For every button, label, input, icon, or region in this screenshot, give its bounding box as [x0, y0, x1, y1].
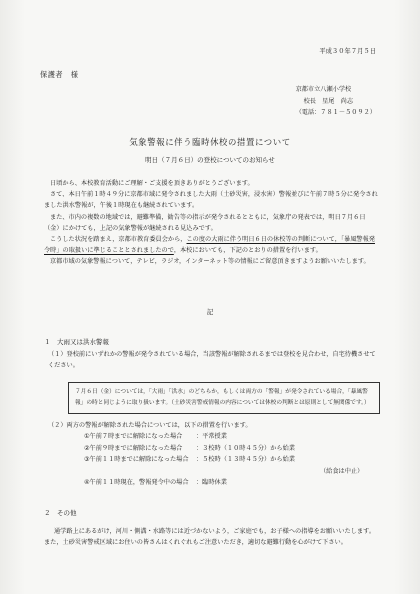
- schedule-row-4: [84, 477, 363, 489]
- principal-name: 校長 星尾 尚志: [303, 97, 354, 105]
- schedule-condition: ①午前７時までに解除になった場合: [84, 433, 183, 440]
- intro-paragraph-4: [44, 234, 378, 256]
- ki-marker: 記: [206, 308, 214, 316]
- schedule-row-3: [84, 454, 363, 466]
- schedule-row-1: [84, 431, 363, 443]
- schedule-result: ：平常授業: [196, 433, 227, 440]
- section2-text: 通学路上にあるがけ，河川・側溝・水路等には近づかないよう，ご家庭でも，お子様への指導をお願いいたします。また，土砂災害警戒区域にお住いの皆さんはくれぐれもご注意いただき，適切な避難行動を心がけて下さい。: [44, 528, 376, 547]
- intro-paragraph-2: さて、本日午前１時４９分に京都市域に発令されました大雨（土砂災害，浸水害）警報並びに午前７時５分に発令されました洪水警報が，午後１時現在も継続されています。: [44, 191, 378, 210]
- section1-note-box: ７月６日（金）については，「大雨」「洪水」のどちらか，もしくは両方の「警報」が発令されている場合，「暴風警報」の時と同じように取り扱います。（土砂災害警戒情報の内容については休校の判断とは原則として無関係です。）: [68, 382, 380, 414]
- intro-paragraph-4-start: こうした状況を踏まえ，京都市教育委員会から，: [50, 236, 187, 244]
- phone-number: （電話：７８１－５０９２）: [295, 109, 376, 116]
- schedule-condition: ④午前１１時現在，警報発令中の場合: [84, 479, 189, 486]
- intro-underlined-decision: この度の大雨に伴う明日６日の休校等の判断について，「暴風警報発令時」の取扱いに準じることとされましたので: [44, 236, 375, 255]
- section1-item1: （１）登校前にいずれかの警報が発令されている場合，当該警報が解除されるまでは登校を見合わせ，自宅待機させてください。: [48, 351, 376, 369]
- document-subtitle: 明日（７月６日）の登校についてのお知らせ: [145, 156, 275, 164]
- sender-block: [296, 84, 376, 119]
- section1-heading: １ 大雨又は洪水警報: [44, 338, 109, 346]
- lunch-note: （給食は中止）: [320, 467, 364, 475]
- intro-paragraph-4-end: ，本校においても，下記のとおりの措置を行います。: [173, 247, 322, 255]
- schedule-result: ：臨時休業: [196, 479, 227, 486]
- intro-body: [44, 178, 378, 268]
- document-title: 気象警報に伴う臨時休校の措置について: [129, 137, 291, 147]
- intro-paragraph-5: 京都市域の気象警報について，テレビ，ラジオ，インターネット等の情報にご留意頂きますようお願いいたします。: [50, 258, 370, 266]
- schedule-list: [84, 431, 363, 489]
- schedule-result: ：３校時（１０時４５分）から始業: [196, 444, 295, 452]
- schedule-result: ：５校時（１３時４５分）から始業: [196, 456, 295, 463]
- intro-paragraph-1: 日頃から、本校教育活動にご理解・ご支援を頂きありがとうございます。: [50, 180, 254, 187]
- section2-heading: ２ その他: [44, 509, 77, 517]
- issue-date: 平成３０年７月５日: [319, 48, 376, 55]
- schedule-condition: ②午前９時までに解除になった場合: [84, 444, 183, 452]
- school-name: 京都市立八瀬小学校: [295, 86, 352, 93]
- section2-body: [44, 526, 378, 548]
- section1-item2: （２）両方の警報が解除された場合については，以下の措置を行います。: [48, 422, 252, 429]
- schedule-condition: ③午前１１時までに解除になった場合: [84, 456, 189, 463]
- schedule-row-2: [84, 443, 363, 455]
- intro-paragraph-3: また、市内の複数の地域では，避難準備，勧告等の指示が発令されるとともに，気象庁の発表では，明日７月６日（金）にかけても，上記の気象警報が継続される見込みです。: [44, 213, 366, 232]
- addressee: 保護者 様: [40, 70, 79, 79]
